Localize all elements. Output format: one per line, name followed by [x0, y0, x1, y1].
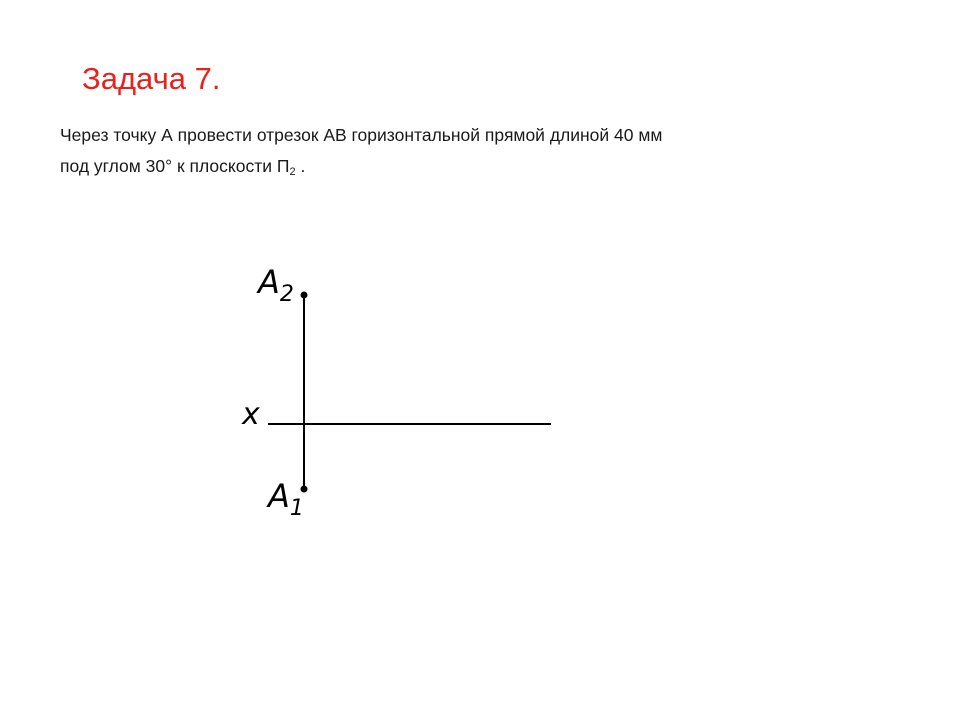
task-line-2-prefix: под углом 30 — [60, 156, 166, 176]
degree-sign: ° — [165, 156, 173, 176]
label-a2-index: 2 — [279, 282, 294, 307]
task-line-1: Через точку А провести отрезок АВ горизонтальной прямой длиной 40 мм — [60, 125, 663, 145]
label-a1-letter: A — [268, 477, 290, 515]
label-x-axis: x — [242, 397, 260, 432]
plane-subscript: 2 — [289, 166, 296, 178]
point-a1 — [301, 486, 308, 493]
label-a1 — [266, 477, 304, 521]
label-a2 — [256, 263, 294, 307]
slide-title: Задача 7. — [82, 61, 221, 96]
label-a1-index: 1 — [289, 496, 304, 521]
task-line-2-suffix: . — [295, 156, 306, 176]
label-a2-letter: A — [258, 263, 280, 301]
task-line-2-mid: к плоскости П — [172, 156, 290, 176]
point-a2 — [301, 292, 308, 299]
